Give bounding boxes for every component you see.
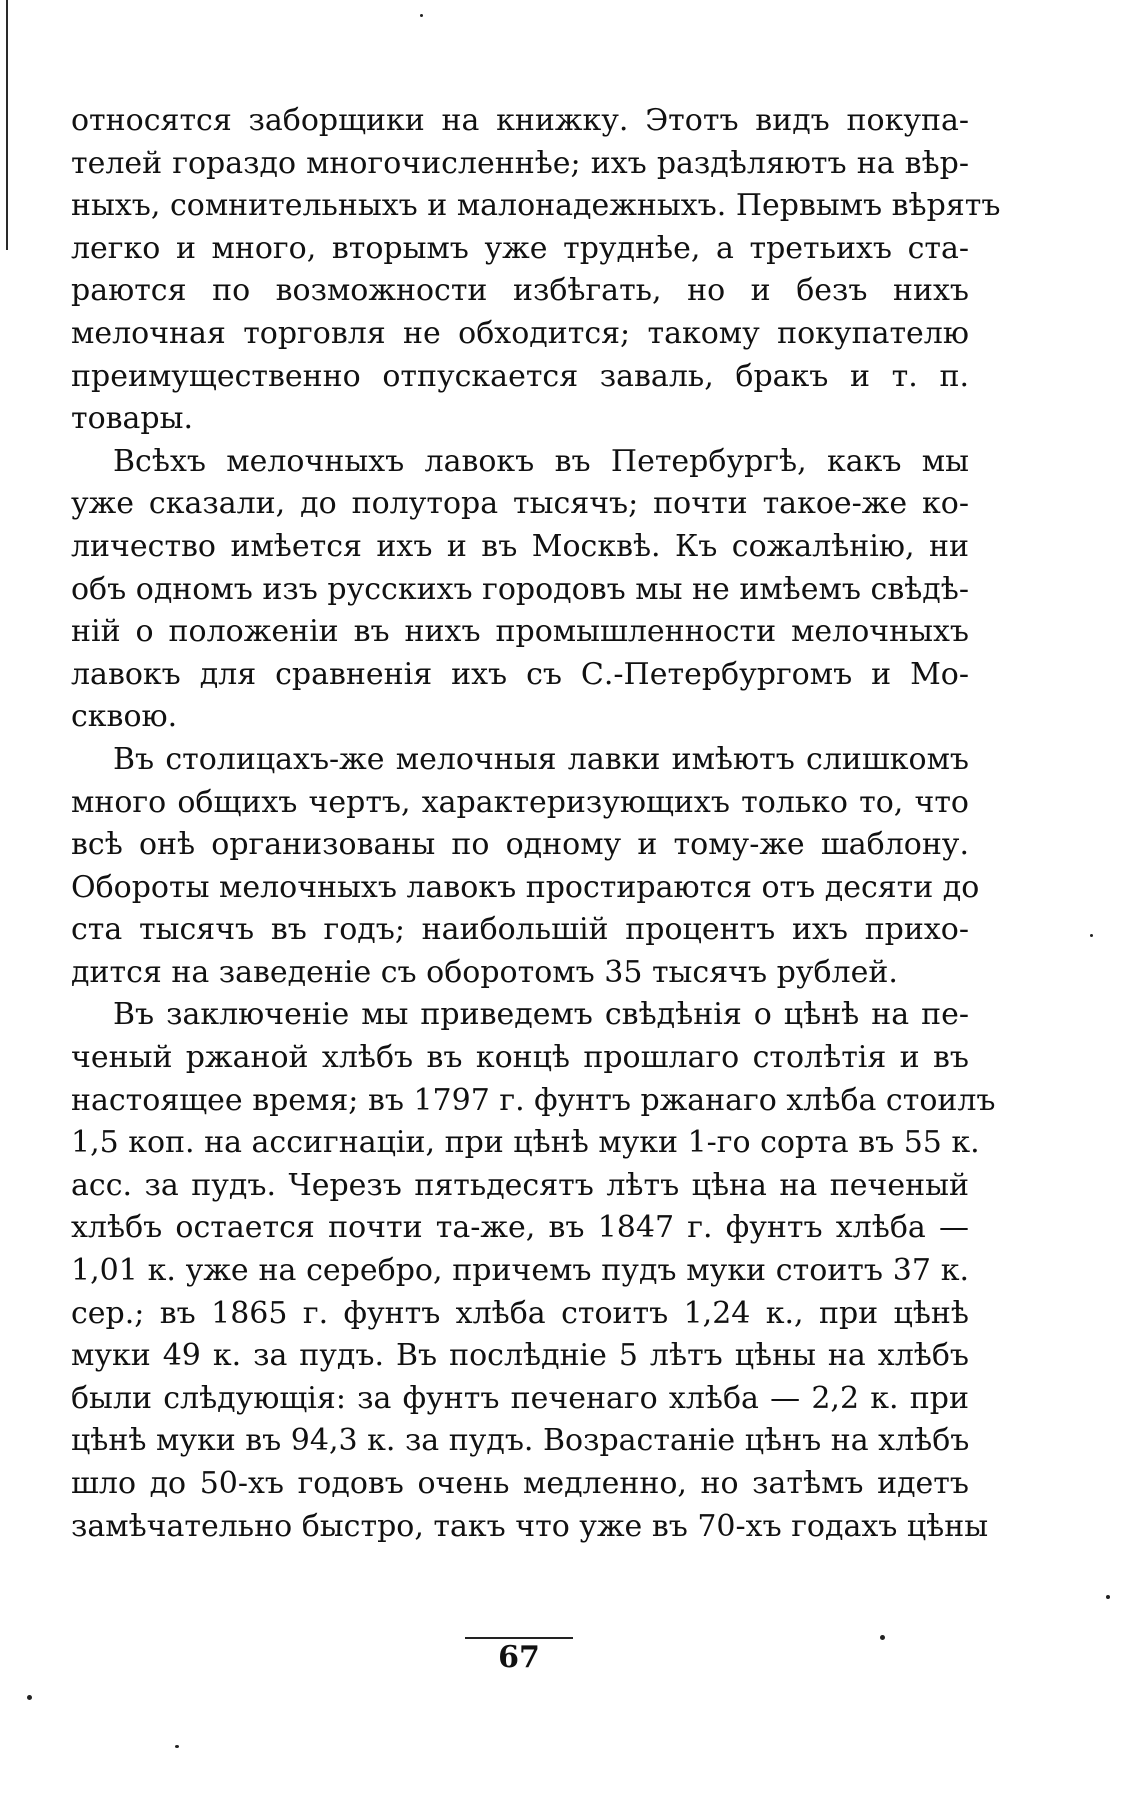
- text-line: мелочная торговля не обходится; такому покупателю: [71, 315, 969, 351]
- text-line: 1,01 к. уже на серебро, причемъ пудъ муки стоитъ 37 к.: [71, 1253, 969, 1289]
- page-number-rule: [465, 1637, 573, 1639]
- print-speck: [880, 1635, 885, 1640]
- print-speck: [1106, 1595, 1110, 1599]
- print-speck: [27, 1695, 32, 1700]
- text-line: уже сказали, до полутора тысячъ; почти такое-же ко-: [71, 486, 969, 522]
- text-line: ченый ржаной хлѣбъ въ концѣ прошлаго столѣтія и въ: [71, 1040, 969, 1076]
- text-line: асс. за пудъ. Черезъ пятьдесятъ лѣтъ цѣна на печеный: [71, 1167, 969, 1203]
- text-line: ста тысячъ въ годъ; наибольшій процентъ ихъ прихо-: [71, 912, 969, 948]
- text-line: ныхъ, сомнительныхъ и малонадежныхъ. Первымъ вѣрятъ: [71, 188, 1001, 224]
- print-speck: [420, 14, 423, 17]
- text-line: настоящее время; въ 1797 г. фунтъ ржанаго хлѣба стоилъ: [71, 1082, 996, 1118]
- text-line: личество имѣется ихъ и въ Москвѣ. Къ сожалѣнію, ни: [71, 528, 969, 564]
- print-speck: [175, 1745, 179, 1748]
- text-line: сер.; въ 1865 г. фунтъ хлѣба стоитъ 1,24 к., при цѣнѣ: [71, 1295, 969, 1331]
- text-line: раются по возможности избѣгать, но и безъ нихъ: [71, 273, 969, 309]
- text-line: много общихъ чертъ, характеризующихъ только то, что: [71, 784, 969, 820]
- text-line: легко и много, вторымъ уже труднѣе, а третьихъ ста-: [71, 230, 969, 266]
- text-line: всѣ онѣ организованы по одному и тому-же шаблону.: [71, 827, 969, 863]
- text-line: шло до 50-хъ годовъ очень медленно, но затѣмъ идетъ: [71, 1466, 969, 1501]
- text-line: товары.: [71, 401, 194, 437]
- text-line: хлѣбъ остается почти та-же, въ 1847 г. фунтъ хлѣба —: [71, 1210, 969, 1246]
- text-line: телей гораздо многочисленнѣе; ихъ раздѣляютъ на вѣр-: [71, 145, 969, 181]
- body-text: [71, 100, 1001, 1548]
- text-line: 1,5 коп. на ассигнаціи, при цѣнѣ муки 1-го сорта въ 55 к.: [71, 1125, 980, 1161]
- text-line: относятся заборщики на книжку. Этотъ видъ покупа-: [71, 103, 969, 138]
- text-line: преимущественно отпускается заваль, бракъ и т. п.: [71, 358, 969, 394]
- paragraph-first-line: Всѣхъ мелочныхъ лавокъ въ Петербургѣ, какъ мы: [113, 443, 969, 479]
- text-line: Обороты мелочныхъ лавокъ простираются отъ десяти до: [71, 869, 980, 905]
- page-number: 67: [498, 1640, 540, 1675]
- text-line: цѣнѣ муки въ 94,3 к. за пудъ. Возрастаніе цѣнъ на хлѣбъ: [71, 1423, 970, 1459]
- text-line: замѣчательно быстро, такъ что уже въ 70-хъ годахъ цѣны: [71, 1508, 989, 1544]
- print-speck: [1090, 934, 1093, 937]
- text-line: дится на заведеніе съ оборотомъ 35 тысячъ рублей.: [71, 954, 898, 990]
- paragraph-first-line: Въ столицахъ-же мелочныя лавки имѣютъ слишкомъ: [113, 741, 969, 777]
- page-edge-line: [6, 0, 8, 250]
- text-line: объ одномъ изъ русскихъ городовъ мы не имѣемъ свѣдѣ-: [71, 571, 969, 607]
- text-line: ній о положеніи въ нихъ промышленности мелочныхъ: [71, 614, 969, 650]
- paragraph-first-line: Въ заключеніе мы приведемъ свѣдѣнія о цѣнѣ на пе-: [113, 997, 969, 1033]
- text-line: сквою.: [71, 699, 178, 735]
- text-line: муки 49 к. за пудъ. Въ послѣдніе 5 лѣтъ цѣны на хлѣбъ: [71, 1338, 969, 1374]
- text-line: лавокъ для сравненія ихъ съ С.-Петербургомъ и Мо-: [71, 656, 969, 692]
- text-line: были слѣдующія: за фунтъ печенаго хлѣба — 2,2 к. при: [71, 1380, 969, 1416]
